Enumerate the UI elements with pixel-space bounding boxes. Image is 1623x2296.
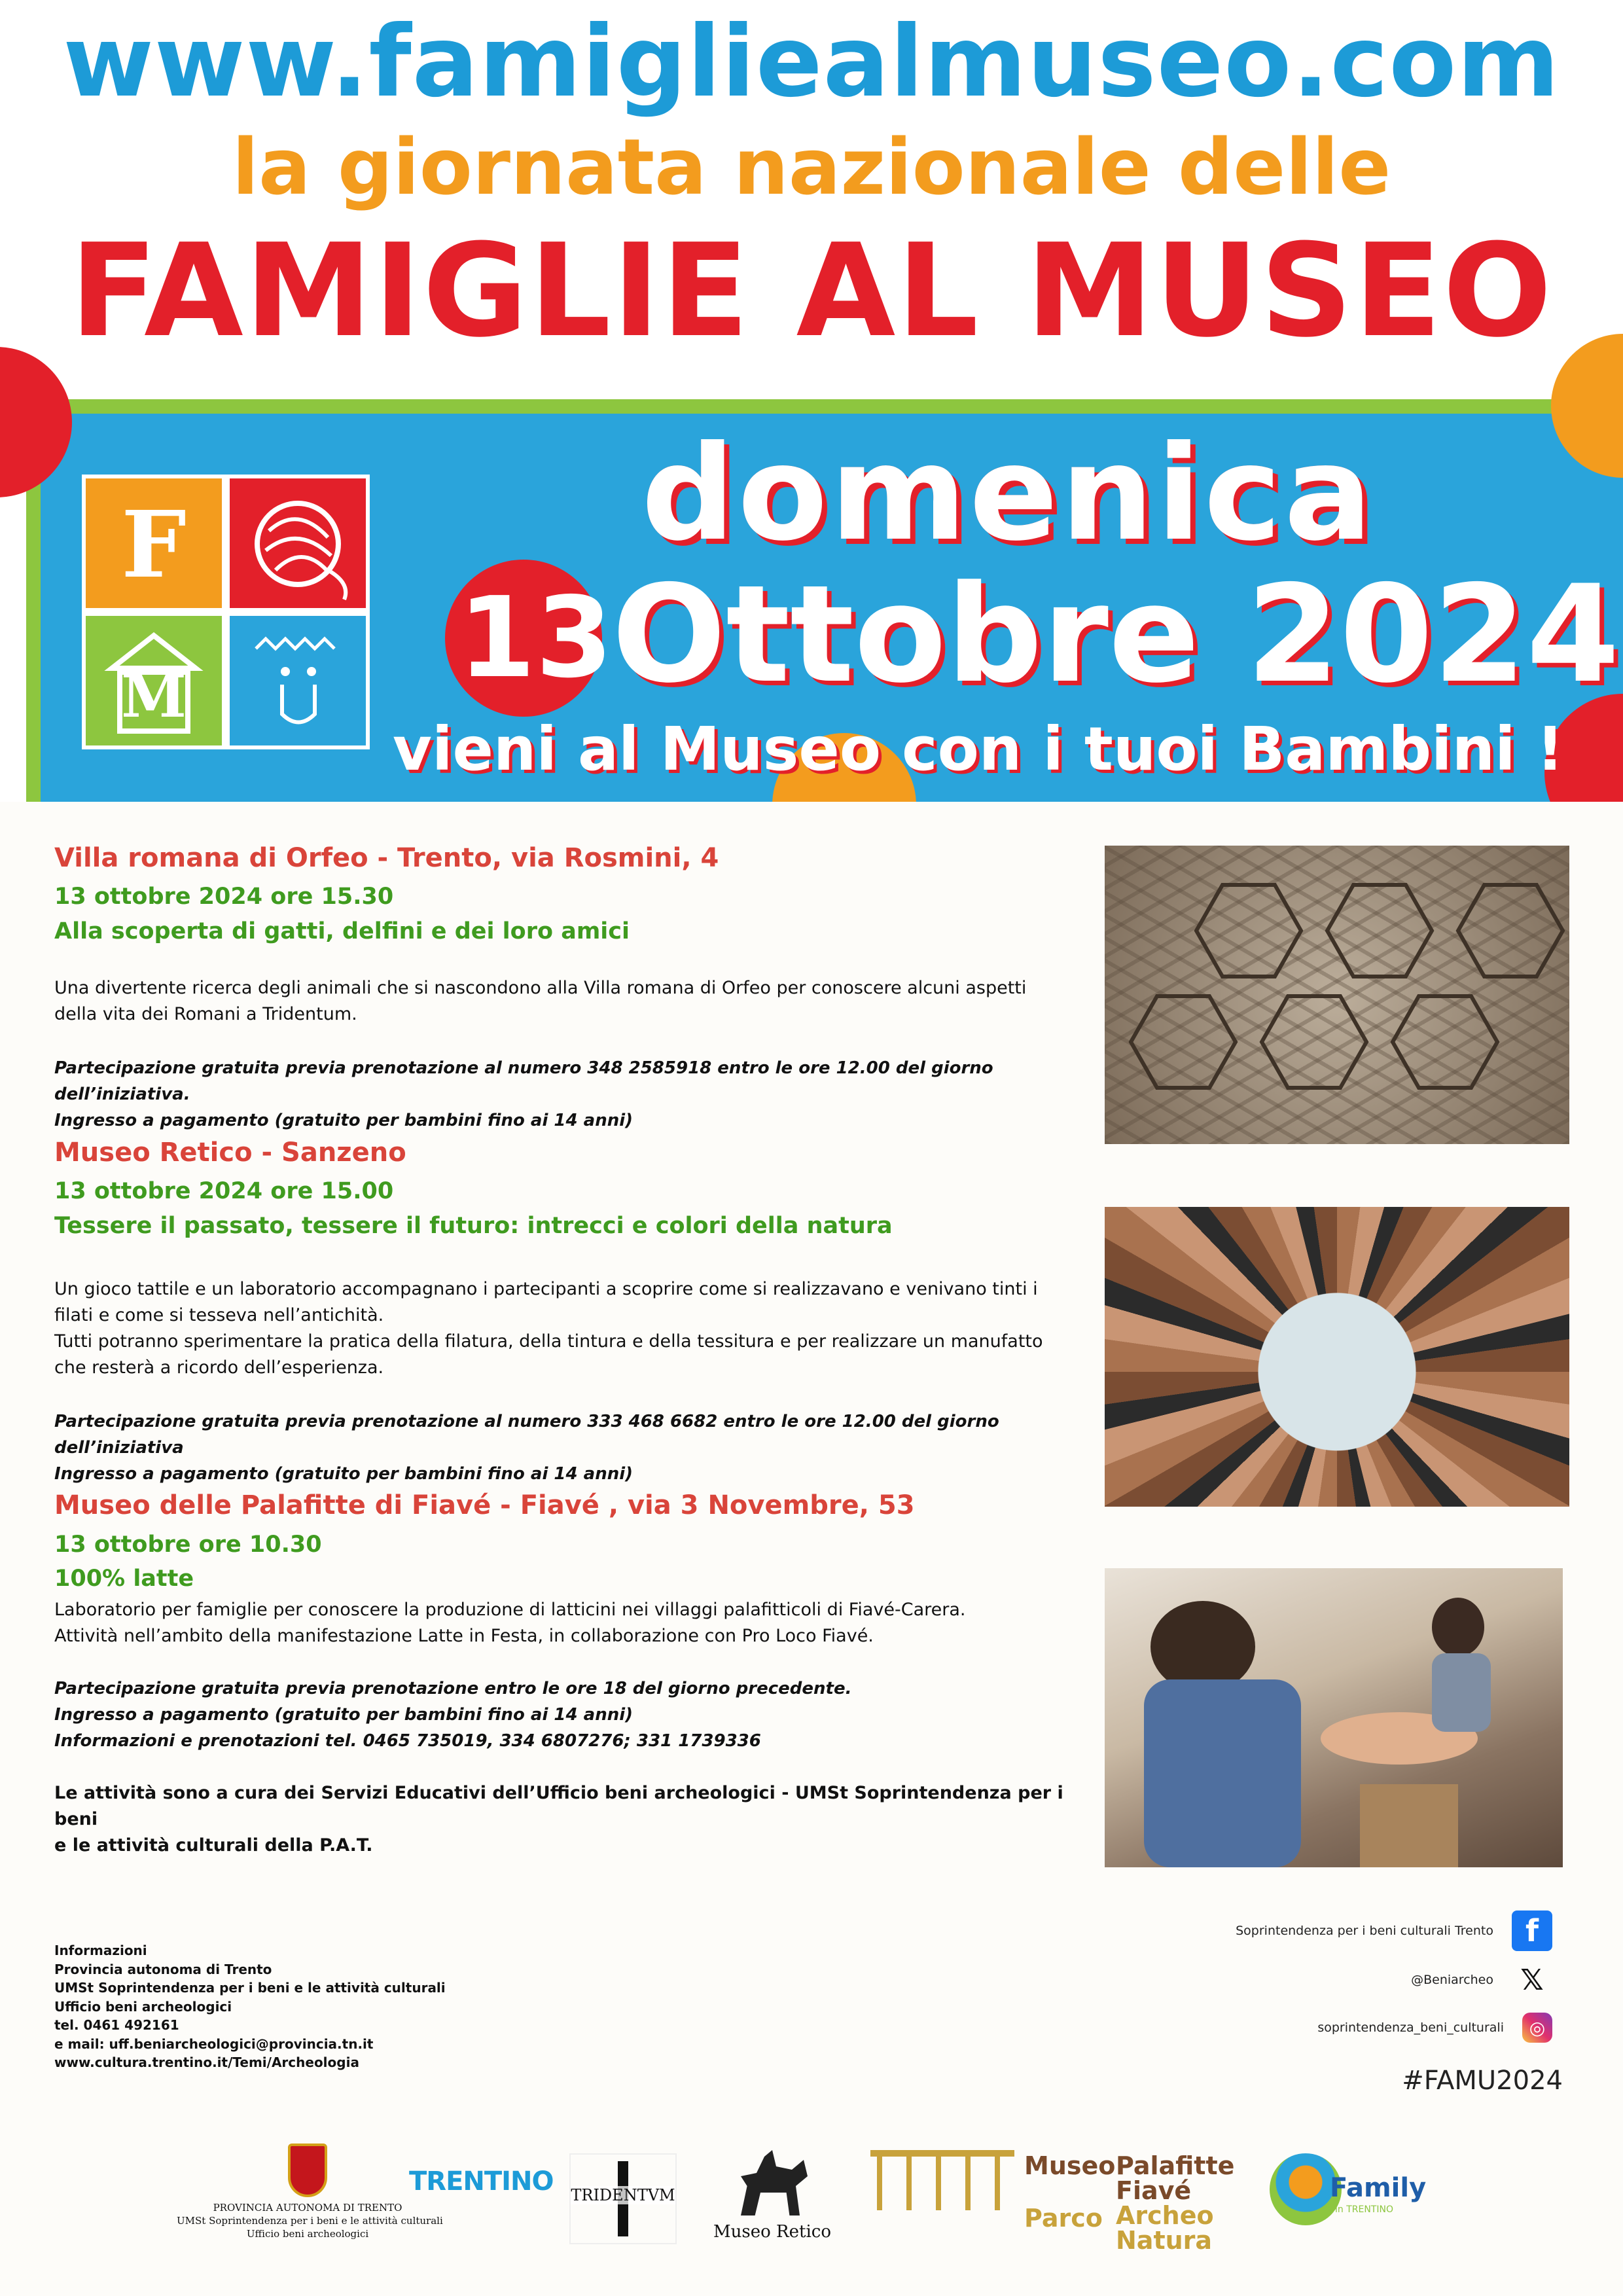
event-3-note: Informazioni e prenotazioni tel. 0465 735019, 334 6807276; 331 1739336 <box>54 1731 761 1751</box>
pat-logo-line: PROVINCIA AUTONOMA DI TRENTO <box>213 2202 402 2214</box>
event-1-description-line: della vita dei Romani a Tridentum. <box>54 1004 357 1024</box>
museo-retico-label: Museo Retico <box>713 2222 831 2242</box>
hashtag: #FAMU2024 <box>1402 2066 1563 2096</box>
tagline: vieni al Museo con i tuoi Bambini ! <box>393 714 1564 784</box>
info-heading: Informazioni <box>54 1943 147 1958</box>
children-hands-bracelets-photo <box>1105 1207 1569 1507</box>
instagram-label[interactable]: soprintendenza_beni_culturali <box>1317 2020 1504 2035</box>
closing-note <box>54 1780 1088 1859</box>
tridentum-logo <box>569 2153 677 2244</box>
info-website[interactable]: www.cultura.trentino.it/Temi/Archeologia <box>54 2054 359 2070</box>
facebook-icon[interactable]: f <box>1512 1910 1552 1951</box>
museo-word: Museo <box>1024 2151 1116 2180</box>
event-2-description <box>54 1276 1062 1381</box>
event-2-datetime: 13 ottobre 2024 ore 15.00 <box>54 1178 394 1204</box>
facebook-label[interactable]: Soprintendenza per i beni culturali Trento <box>1236 1924 1493 1938</box>
contact-info <box>54 1941 512 2072</box>
event-2-notes <box>54 1408 1075 1487</box>
pat-logo <box>177 2144 443 2240</box>
closing-note-line: e le attività culturali della P.A.T. <box>54 1835 373 1856</box>
info-line: UMSt Soprintendenza per i beni e le attività culturali <box>54 1980 446 1996</box>
logo-quadrant-m <box>82 612 226 749</box>
tridentum-label: TRIDENTVM <box>571 2186 675 2204</box>
event-1-note: Ingresso a pagamento (gratuito per bambini fino ai 14 anni) <box>54 1111 633 1130</box>
boy-workshop-photo <box>1105 1568 1563 1867</box>
palafitte-word: Palafitte <box>1116 2151 1235 2180</box>
subtitle: la giornata nazionale delle <box>232 122 1391 212</box>
event-3-activity: 100% latte <box>54 1566 194 1592</box>
famu-logo <box>82 475 370 749</box>
event-2-title: Museo Retico - Sanzeno <box>54 1138 406 1168</box>
pat-crest-icon <box>288 2144 327 2197</box>
event-2-note: Ingresso a pagamento (gratuito per bambini fino ai 14 anni) <box>54 1464 633 1484</box>
pat-logo-line: UMSt Soprintendenza per i beni e le attività culturali <box>177 2215 443 2227</box>
event-1-title: Villa romana di Orfeo - Trento, via Rosmini, 4 <box>54 843 719 873</box>
closing-note-line: Le attività sono a cura dei Servizi Educativi dell’Ufficio beni archeologici - UMSt Soprintendenza per i beni <box>54 1783 1063 1829</box>
natura-word: Natura <box>1116 2226 1213 2255</box>
x-label[interactable]: @Beniarcheo <box>1411 1973 1493 1987</box>
family-sub-label: in TRENTINO <box>1335 2204 1393 2215</box>
event-3-description <box>54 1597 1062 1649</box>
museo-retico-logo <box>713 2150 831 2242</box>
event-1-notes <box>54 1055 1075 1134</box>
horse-rider-icon <box>733 2150 812 2215</box>
header-banner <box>0 0 1623 802</box>
x-icon[interactable]: 𝕏 <box>1520 1963 1544 1997</box>
event-1-description-line: Una divertente ricerca degli animali che si nascondono alla Villa romana di Orfeo per conoscere alcuni aspetti <box>54 978 1027 998</box>
roman-mosaic-photo <box>1105 846 1569 1144</box>
event-3-note: Ingresso a pagamento (gratuito per bambini fino ai 14 anni) <box>54 1705 633 1725</box>
logo-letter-f: F <box>121 492 187 599</box>
event-3-description-line: Attività nell’ambito della manifestazione Latte in Festa, in collaborazione con Pro Loco Fiavé. <box>54 1626 874 1646</box>
event-1-note: Partecipazione gratuita previa prenotazione al numero 348 2585918 entro le ore 12.00 del giorno dell’iniziativa. <box>54 1058 993 1104</box>
fiave-word: Fiavé <box>1116 2176 1192 2205</box>
event-1-description <box>54 975 1062 1028</box>
website-url[interactable]: www.famigliealmuseo.com <box>63 5 1560 119</box>
date-month-year: Ottobre 2024 <box>612 557 1620 713</box>
info-phone: tel. 0461 492161 <box>54 2017 179 2033</box>
event-1-activity: Alla scoperta di gatti, delfini e dei loro amici <box>54 918 630 944</box>
event-2-description-line: che resterà a ricordo dell’esperienza. <box>54 1357 384 1378</box>
family-trentino-logo <box>1270 2153 1427 2238</box>
child-face-icon <box>226 612 370 749</box>
event-3-title: Museo delle Palafitte di Fiavé - Fiavé , via 3 Novembre, 53 <box>54 1490 915 1520</box>
logo-letter-m: M <box>121 662 187 731</box>
main-title: FAMIGLIE AL MUSEO <box>69 217 1554 366</box>
trentino-logo: TRENTINO <box>409 2166 554 2197</box>
event-2-description-line: Tutti potranno sperimentare la pratica della filatura, della tintura e della tessitura e per realizzare un manufatto <box>54 1331 1043 1352</box>
event-3-notes <box>54 1676 1075 1754</box>
date-weekday: domenica <box>641 418 1376 570</box>
social-facebook[interactable] <box>1236 1911 1552 1950</box>
yarn-ball-icon <box>226 475 370 612</box>
pat-logo-line: Ufficio beni archeologici <box>246 2228 369 2240</box>
social-x[interactable] <box>1411 1960 1552 2000</box>
archeo-word: Archeo <box>1116 2201 1214 2230</box>
instagram-icon[interactable]: ◎ <box>1522 2013 1552 2043</box>
event-2-activity: Tessere il passato, tessere il futuro: intrecci e colori della natura <box>54 1213 893 1239</box>
event-3-datetime: 13 ottobre ore 10.30 <box>54 1532 322 1558</box>
info-line: Provincia autonoma di Trento <box>54 1961 272 1977</box>
palafitte-mark-icon <box>870 2150 1014 2215</box>
event-3-description-line: Laboratorio per famiglie per conoscere la produzione di latticini nei villaggi palafitticoli di Fiavé-Carera. <box>54 1600 966 1620</box>
family-label: Family <box>1330 2173 1427 2203</box>
info-email[interactable]: e mail: uff.beniarcheologici@provincia.tn.it <box>54 2036 374 2052</box>
event-1-datetime: 13 ottobre 2024 ore 15.30 <box>54 884 394 910</box>
logo-quadrant-f <box>82 475 226 612</box>
social-instagram[interactable] <box>1317 2008 1552 2047</box>
event-2-note: Partecipazione gratuita previa prenotazione al numero 333 468 6682 entro le ore 12.00 del giorno dell’iniziativa <box>54 1412 999 1458</box>
event-2-description-line: Un gioco tattile e un laboratorio accompagnano i partecipanti a scoprire come si realizzavano e venivano tinti i <box>54 1279 1038 1299</box>
date-day: 13 <box>458 573 613 703</box>
event-2-description-line: filati e come si tesseva nell’antichità. <box>54 1305 384 1325</box>
parco-word: Parco <box>1024 2204 1103 2233</box>
event-3-note: Partecipazione gratuita previa prenotazione entro le ore 18 del giorno precedente. <box>54 1679 852 1698</box>
info-line: Ufficio beni archeologici <box>54 1998 232 2015</box>
